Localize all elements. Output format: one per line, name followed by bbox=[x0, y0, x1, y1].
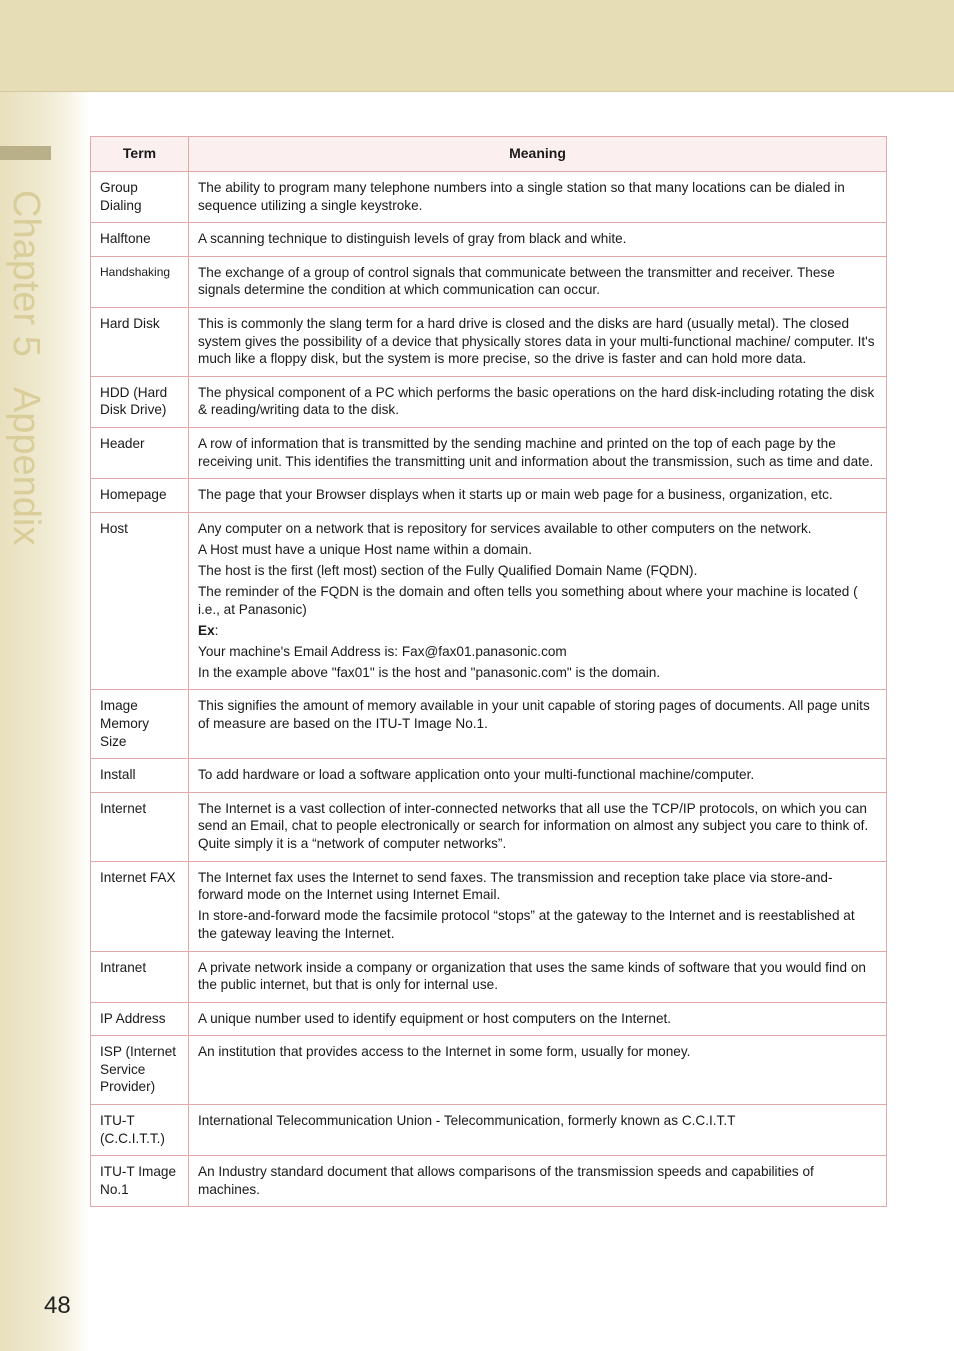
table-row bbox=[91, 256, 887, 307]
term-cell: Intranet bbox=[91, 951, 189, 1002]
meaning-cell bbox=[189, 172, 887, 223]
term-cell: IP Address bbox=[91, 1002, 189, 1036]
meaning-text: A unique number used to identify equipment or host computers on the Internet. bbox=[198, 1010, 672, 1026]
meaning-cell bbox=[189, 792, 887, 861]
term-cell: Install bbox=[91, 759, 189, 793]
meaning-cell bbox=[189, 512, 887, 690]
meaning-text: The host is the first (left most) section of the Fully Qualified Domain Name (FQDN). bbox=[198, 562, 698, 578]
term-cell: Group Dialing bbox=[91, 172, 189, 223]
meaning-cell bbox=[189, 951, 887, 1002]
meaning-text: The physical component of a PC which performs the basic operations on the hard disk-including rotating the disk & reading/writing data to the disk. bbox=[198, 384, 875, 418]
chapter-tab-marker bbox=[0, 146, 51, 160]
meaning-cell bbox=[189, 1036, 887, 1105]
table-row bbox=[91, 172, 887, 223]
table-row bbox=[91, 512, 887, 690]
glossary-table bbox=[90, 136, 887, 1207]
table-row bbox=[91, 307, 887, 376]
term-cell: Hard Disk bbox=[91, 307, 189, 376]
meaning-cell bbox=[189, 256, 887, 307]
table-row bbox=[91, 1036, 887, 1105]
meaning-cell bbox=[189, 690, 887, 759]
meaning-text: Your machine's Email Address is: Fax@fax01.panasonic.com bbox=[198, 643, 567, 659]
meaning-text: In the example above "fax01" is the host and "panasonic.com" is the domain. bbox=[198, 664, 661, 680]
example-line bbox=[198, 622, 877, 640]
term-cell: Internet bbox=[91, 792, 189, 861]
meaning-text: To add hardware or load a software application onto your multi-functional machine/computer. bbox=[198, 767, 755, 783]
page-number: 48 bbox=[44, 1292, 71, 1319]
table-row bbox=[91, 690, 887, 759]
meaning-cell bbox=[189, 1156, 887, 1207]
table-row bbox=[91, 1002, 887, 1036]
meaning-text: The Internet fax uses the Internet to send faxes. The transmission and reception take place via store-and-forward mode on the Internet using Internet Email. bbox=[198, 869, 833, 903]
meaning-text: The page that your Browser displays when it starts up or main web page for a business, organization, etc. bbox=[198, 487, 833, 503]
chapter-section: Appendix bbox=[5, 386, 47, 546]
table-row bbox=[91, 1105, 887, 1156]
example-colon: : bbox=[214, 622, 219, 638]
meaning-column-header: Meaning bbox=[189, 137, 887, 172]
term-cell: ITU-T Image No.1 bbox=[91, 1156, 189, 1207]
meaning-text: In store-and-forward mode the facsimile protocol “stops” at the gateway to the Internet and is reestablished at the gateway leaving the Internet. bbox=[198, 908, 855, 941]
chapter-label: Chapter 5 bbox=[5, 190, 47, 357]
term-column-header: Term bbox=[91, 137, 189, 172]
meaning-text: The reminder of the FQDN is the domain and often tells you something about where your machine is located ( i.e., at Panasonic) bbox=[198, 584, 858, 617]
chapter-side-label bbox=[4, 190, 48, 545]
meaning-text: The ability to program many telephone numbers into a single station so that many locations can be dialed in sequence utilizing a single keystroke. bbox=[198, 180, 845, 213]
table-row bbox=[91, 861, 887, 951]
table-row bbox=[91, 427, 887, 478]
table-row bbox=[91, 792, 887, 861]
example-label: Ex bbox=[198, 622, 215, 638]
meaning-cell bbox=[189, 307, 887, 376]
meaning-cell bbox=[189, 759, 887, 793]
table-row bbox=[91, 951, 887, 1002]
meaning-text: An institution that provides access to the Internet in some form, usually for money. bbox=[198, 1044, 691, 1060]
meaning-cell bbox=[189, 861, 887, 951]
meaning-text: A row of information that is transmitted by the sending machine and printed on the top of each page by the receiving unit. This identifies the transmitting unit and information about the transmission, such as time and date. bbox=[198, 435, 874, 469]
meaning-text: A scanning technique to distinguish levels of gray from black and white. bbox=[198, 231, 627, 247]
meaning-cell bbox=[189, 223, 887, 257]
table-row bbox=[91, 223, 887, 257]
meaning-cell bbox=[189, 427, 887, 478]
term-cell: Handshaking bbox=[91, 256, 189, 307]
meaning-text: The Internet is a vast collection of inter-connected networks that all use the TCP/IP protocols, on which you can send an Email, chat to people electronically or search for information on almost any subject you care to think of. Quite simply it is a “network of computer networks”. bbox=[198, 800, 869, 852]
term-cell: Internet FAX bbox=[91, 861, 189, 951]
term-cell: Host bbox=[91, 512, 189, 690]
term-cell: Halftone bbox=[91, 223, 189, 257]
meaning-cell bbox=[189, 376, 887, 427]
meaning-text: Any computer on a network that is repository for services available to other computers on the network. bbox=[198, 520, 812, 536]
term-cell: Image Memory Size bbox=[91, 690, 189, 759]
table-header-row bbox=[91, 137, 887, 172]
meaning-text: An Industry standard document that allows comparisons of the transmission speeds and capabilities of machines. bbox=[198, 1164, 814, 1197]
meaning-text: International Telecommunication Union - Telecommunication, formerly known as C.C.I.T.T bbox=[198, 1113, 736, 1129]
term-cell: Homepage bbox=[91, 479, 189, 513]
table-row bbox=[91, 1156, 887, 1207]
table-row bbox=[91, 376, 887, 427]
term-cell: HDD (Hard Disk Drive) bbox=[91, 376, 189, 427]
term-cell: Header bbox=[91, 427, 189, 478]
header-band bbox=[0, 0, 954, 92]
table-row bbox=[91, 759, 887, 793]
meaning-cell bbox=[189, 1105, 887, 1156]
meaning-cell bbox=[189, 1002, 887, 1036]
meaning-cell bbox=[189, 479, 887, 513]
meaning-text: A Host must have a unique Host name within a domain. bbox=[198, 541, 532, 557]
meaning-text: This is commonly the slang term for a hard drive is closed and the disks are hard (usually metal). The closed system gives the possibility of a device that physically stores data in your multi-functional machine/ computer. It's much like a floppy disk, but the system is more precise, so the drive is faster and can hold more data. bbox=[198, 315, 875, 367]
meaning-text: This signifies the amount of memory available in your unit capable of storing pages of documents. All page units of measure are based on the ITU-T Image No.1. bbox=[198, 698, 870, 732]
meaning-text: The exchange of a group of control signals that communicate between the transmitter and receiver. These signals determine the condition at which communication can occur. bbox=[198, 264, 835, 298]
term-cell: ITU-T (C.C.I.T.T.) bbox=[91, 1105, 189, 1156]
table-row bbox=[91, 479, 887, 513]
meaning-text: A private network inside a company or organization that uses the same kinds of software that you would find on the public internet, but that is only for internal use. bbox=[198, 959, 866, 993]
term-cell: ISP (Internet Service Provider) bbox=[91, 1036, 189, 1105]
